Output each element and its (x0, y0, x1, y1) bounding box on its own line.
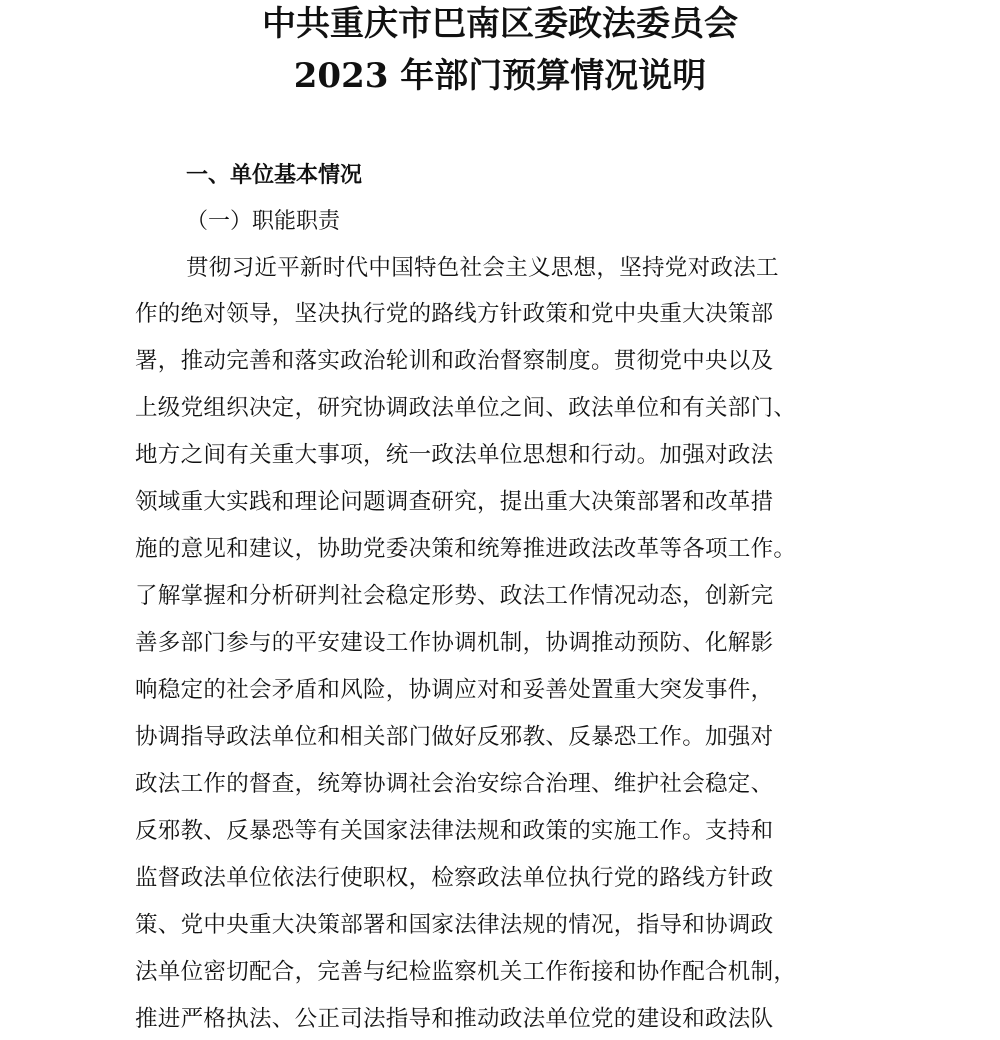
body-line: 署，推动完善和落实政治轮训和政治督察制度。贯彻党中央以及 (135, 348, 774, 374)
body-line: 推进严格执法、公正司法指导和推动政法单位党的建设和政法队 (135, 1006, 774, 1032)
body-line: 协调指导政法单位和相关部门做好反邪教、反暴恐工作。加强对 (135, 724, 774, 750)
body-line: 响稳定的社会矛盾和风险，协调应对和妥善处置重大突发事件， (135, 677, 774, 703)
body-line: 施的意见和建议，协助党委决策和统筹推进政法改革等各项工作。 (135, 536, 797, 562)
body-line: 贯彻习近平新时代中国特色社会主义思想，坚持党对政法工 (186, 255, 779, 281)
body-line: 领域重大实践和理论问题调查研究，提出重大决策部署和改革措 (135, 489, 774, 515)
body-line: 地方之间有关重大事项，统一政法单位思想和行动。加强对政法 (135, 442, 774, 468)
body-line: 监督政法单位依法行使职权，检察政法单位执行党的路线方针政 (135, 865, 774, 891)
document-title-line-2: 2023 年部门预算情况说明 (293, 56, 707, 96)
body-line: 了解掌握和分析研判社会稳定形势、政法工作情况动态，创新完 (135, 583, 774, 609)
body-line: 善多部门参与的平安建设工作协调机制，协调推动预防、化解影 (135, 630, 774, 656)
body-line: 作的绝对领导，坚决执行党的路线方针政策和党中央重大决策部 (135, 301, 774, 327)
subsection-heading: （一）职能职责 (186, 209, 341, 234)
body-line: 法单位密切配合，完善与纪检监察机关工作衔接和协作配合机制， (135, 959, 797, 985)
body-line: 上级党组织决定，研究协调政法单位之间、政法单位和有关部门、 (135, 395, 797, 421)
body-line: 策、党中央重大决策部署和国家法律法规的情况，指导和协调政 (135, 912, 774, 938)
body-line: 反邪教、反暴恐等有关国家法律法规和政策的实施工作。支持和 (135, 818, 774, 844)
section-heading: 一、单位基本情况 (186, 163, 363, 188)
document-title-line-1: 中共重庆市巴南区委政法委员会 (262, 4, 738, 44)
body-line: 政法工作的督查，统筹协调社会治安综合治理、维护社会稳定、 (135, 771, 774, 797)
